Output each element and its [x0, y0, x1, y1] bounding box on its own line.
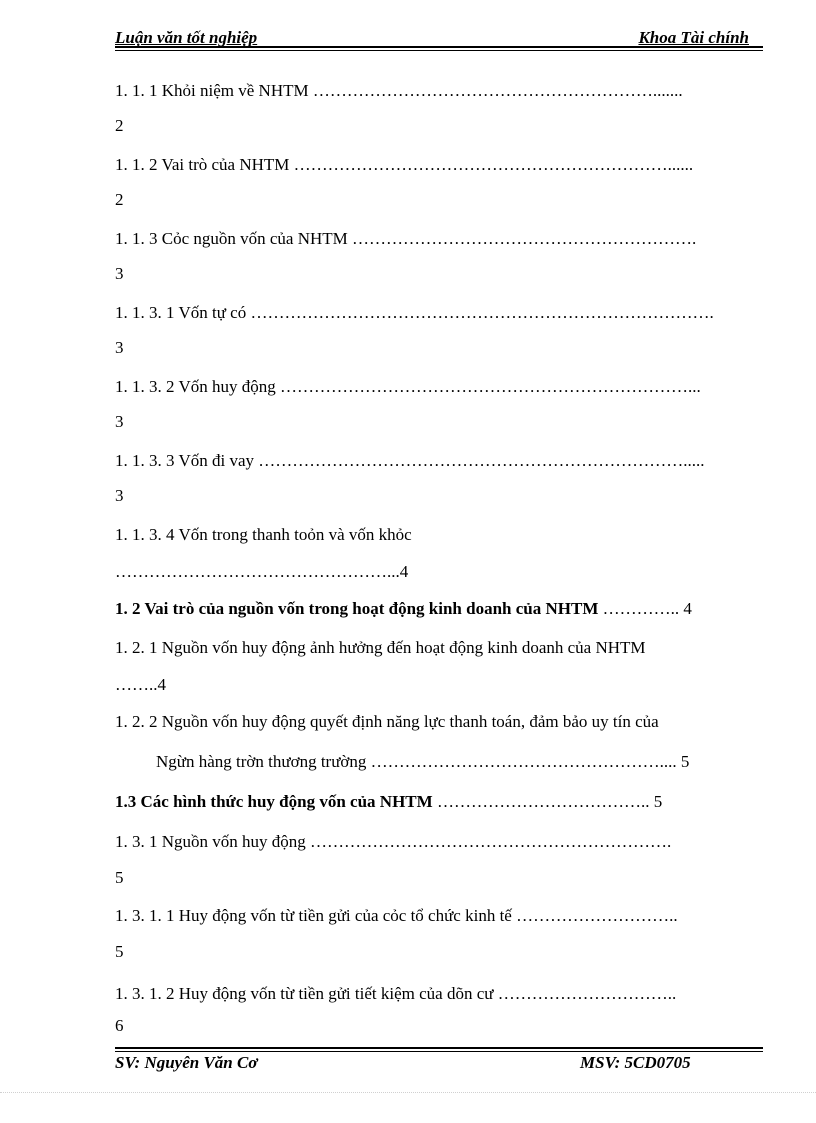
toc-entry-1-1-3: 1. 1. 3 Cỏc nguồn vốn của NHTM ……………………………………………………. [115, 229, 697, 248]
toc-entry-1-1-3-3: 1. 1. 3. 3 Vốn đi vay …………………………………………………………………..... [115, 451, 705, 470]
footer-student-id: MSV: 5CD0705 [580, 1053, 691, 1072]
toc-page-1-3-1-1: 5 [115, 942, 124, 961]
header-rule-thick [115, 46, 763, 48]
toc-page-1-1-3-3: 3 [115, 486, 124, 505]
footer-rule-thick [115, 1047, 763, 1049]
page-footer [115, 1053, 763, 1075]
toc-entry-1-1-3-4: 1. 1. 3. 4 Vốn trong thanh toỏn và vốn khỏc [115, 525, 412, 544]
toc-entry-1-2-title: 1. 2 Vai trò của nguồn vốn trong hoạt động kinh doanh của NHTM [115, 599, 599, 618]
toc-page-1-1-1: 2 [115, 116, 124, 135]
toc-entry-1-1-3-1: 1. 1. 3. 1 Vốn tự có ………………………………………………………………………. [115, 303, 714, 322]
toc-entry-1-2-1: 1. 2. 1 Nguồn vốn huy động ảnh hưởng đến hoạt động kinh doanh của NHTM [115, 638, 646, 657]
toc-entry-1-2-2-cont: Ngừn hàng trờn thương trường …………………………………………….... 5 [156, 752, 690, 771]
toc-entry-1-3-1: 1. 3. 1 Nguồn vốn huy động ………………………………………………………. [115, 832, 672, 851]
toc-entry-1-2-2: 1. 2. 2 Nguồn vốn huy động quyết định năng lực thanh toán, đảm bảo uy tín của [115, 712, 659, 731]
toc-page-1-1-3-2: 3 [115, 412, 124, 431]
header-rule-thin [115, 50, 763, 51]
toc-page-1-3-1: 5 [115, 868, 124, 887]
toc-page-1-1-3-4: …………………………………………...4 [115, 562, 409, 581]
footer-rule-thin [115, 1051, 763, 1052]
toc-entry-1-2 [115, 599, 692, 619]
toc-entry-1-3-leader: ……………………………….. 5 [432, 792, 663, 811]
toc-page-1-1-3: 3 [115, 264, 124, 283]
toc-entry-1-3 [115, 792, 662, 812]
toc-entry-1-3-title: 1.3 Các hình thức huy động vốn của NHTM [115, 792, 433, 811]
toc-entry-1-3-1-1: 1. 3. 1. 1 Huy động vốn từ tiền gửi của cỏc tổ chức kinh tế ……………………….. [115, 906, 678, 925]
footer-student-name: SV: Nguyên Văn Cơ [115, 1053, 258, 1072]
toc-page-1-3-1-2: 6 [115, 1016, 124, 1035]
toc-entry-1-3-1-2: 1. 3. 1. 2 Huy động vốn từ tiền gửi tiết kiệm của dõn cư ………………………….. [115, 984, 677, 1003]
toc-entry-1-1-2: 1. 1. 2 Vai trò của NHTM …………………………………………………………...... [115, 155, 694, 174]
toc-page-1-2-1: ……..4 [115, 675, 166, 694]
toc-entry-1-1-3-2: 1. 1. 3. 2 Vốn huy động ………………………………………………………………... [115, 377, 701, 396]
toc-page-1-1-2: 2 [115, 190, 124, 209]
page-header [115, 28, 763, 48]
toc-entry-1-1-1: 1. 1. 1 Khỏi niệm về NHTM ……………………………………………………....... [115, 81, 683, 100]
header-thesis-title: Luận văn tốt nghiệp [115, 28, 258, 47]
toc-page-1-1-3-1: 3 [115, 338, 124, 357]
header-faculty: Khoa Tài chính [638, 28, 749, 47]
toc-entry-1-2-leader: ………….. 4 [598, 599, 692, 618]
